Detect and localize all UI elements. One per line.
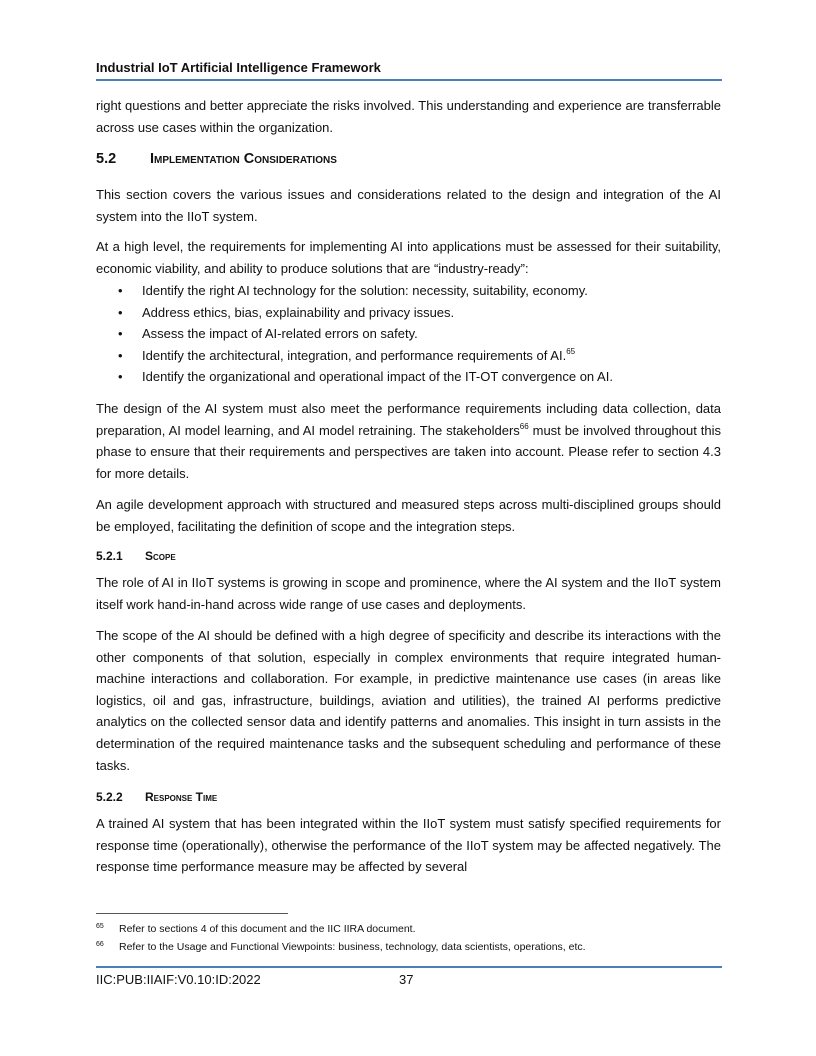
footnote	[96, 923, 416, 935]
paragraph: This section covers the various issues and considerations related to the design and integration of the AI system into the IIoT system.	[96, 187, 721, 224]
section-heading-5-2	[96, 151, 337, 167]
section-heading-5-2-1	[96, 549, 176, 563]
paragraph-text: must be involved throughout this phase to ensure that their requirements and perspectives are taken into account. Please refer to section 4.3 for more details.	[96, 422, 721, 481]
footer-rule	[96, 966, 722, 968]
list-item: • Identify the organizational and operational impact of the IT-OT convergence on AI.	[118, 366, 721, 388]
footnote-ref[interactable]: 65	[566, 346, 576, 356]
paragraph: The scope of the AI should be defined with a high degree of specificity and describe its interactions with the other components of that solution, especially in complex environments that require integrated human-machine interactions and collaboration. For example, in predictive maintenance use cases (in areas like logistics, oil and gas, infrastructure, buildings, aviation and utilities), the trained AI performs predictive analytics on the collected sensor data and identify patterns and anomalies. This insight in turn assists in the determination of the required maintenance tasks and the subsequent scheduling and performance of these tasks.	[96, 628, 721, 773]
footnote-number: 65	[96, 923, 104, 930]
section-title: Implementation Considerations	[150, 151, 337, 167]
section-number: 5.2	[96, 151, 117, 167]
footnote-separator	[96, 913, 288, 914]
footnote-text: Refer to the Usage and Functional Viewpoints: business, technology, data scientists, operations, etc.	[119, 941, 586, 953]
footnote-text: Refer to sections 4 of this document and the IIC IIRA document.	[119, 923, 416, 935]
intro-paragraph: right questions and better appreciate the risks involved. This understanding and experience are transferrable across use cases within the organization.	[96, 98, 721, 135]
paragraph-text: The design of the AI system must also meet the performance requirements including data collection, data preparation, AI model learning, and AI model retraining. The stakeholders	[96, 401, 721, 438]
section-heading-5-2-2	[96, 790, 217, 804]
list-item: • Assess the impact of AI-related errors on safety.	[118, 323, 721, 345]
paragraph: A trained AI system that has been integrated within the IIoT system must satisfy specified requirements for response time (operationally), otherwise the performance of the IIoT system may be affected negatively. The response time performance measure may be affected by several	[96, 816, 721, 875]
section-number: 5.2.2	[96, 790, 123, 804]
section-title: Response Time	[145, 790, 218, 804]
page-number: 37	[399, 972, 414, 987]
bullet-list	[96, 280, 721, 388]
section-number: 5.2.1	[96, 549, 123, 563]
list-item	[118, 345, 721, 367]
running-header: Industrial IoT Artificial Intelligence Framework	[96, 60, 381, 75]
section-title: Scope	[145, 549, 176, 563]
document-id: IIC:PUB:IIAIF:V0.10:ID:2022	[96, 972, 261, 987]
footnote-number: 66	[96, 941, 104, 948]
paragraph	[96, 398, 721, 484]
paragraph: The role of AI in IIoT systems is growing in scope and prominence, where the AI system and the IIoT system itself work hand-in-hand across wide range of use cases and deployments.	[96, 575, 721, 612]
paragraph: At a high level, the requirements for implementing AI into applications must be assessed for their suitability, economic viability, and ability to produce solutions that are “industry-ready”:	[96, 239, 721, 276]
footnote-ref[interactable]: 66	[519, 421, 529, 431]
paragraph: An agile development approach with structured and measured steps across multi-disciplined groups should be employed, facilitating the definition of scope and the integration steps.	[96, 497, 721, 534]
footnote	[96, 941, 586, 953]
header-rule	[96, 79, 722, 81]
list-item: • Identify the right AI technology for the solution: necessity, suitability, economy.	[118, 280, 721, 302]
list-item: • Address ethics, bias, explainability and privacy issues.	[118, 302, 721, 324]
list-item-text: Identify the architectural, integration, and performance requirements of AI.	[142, 347, 567, 363]
